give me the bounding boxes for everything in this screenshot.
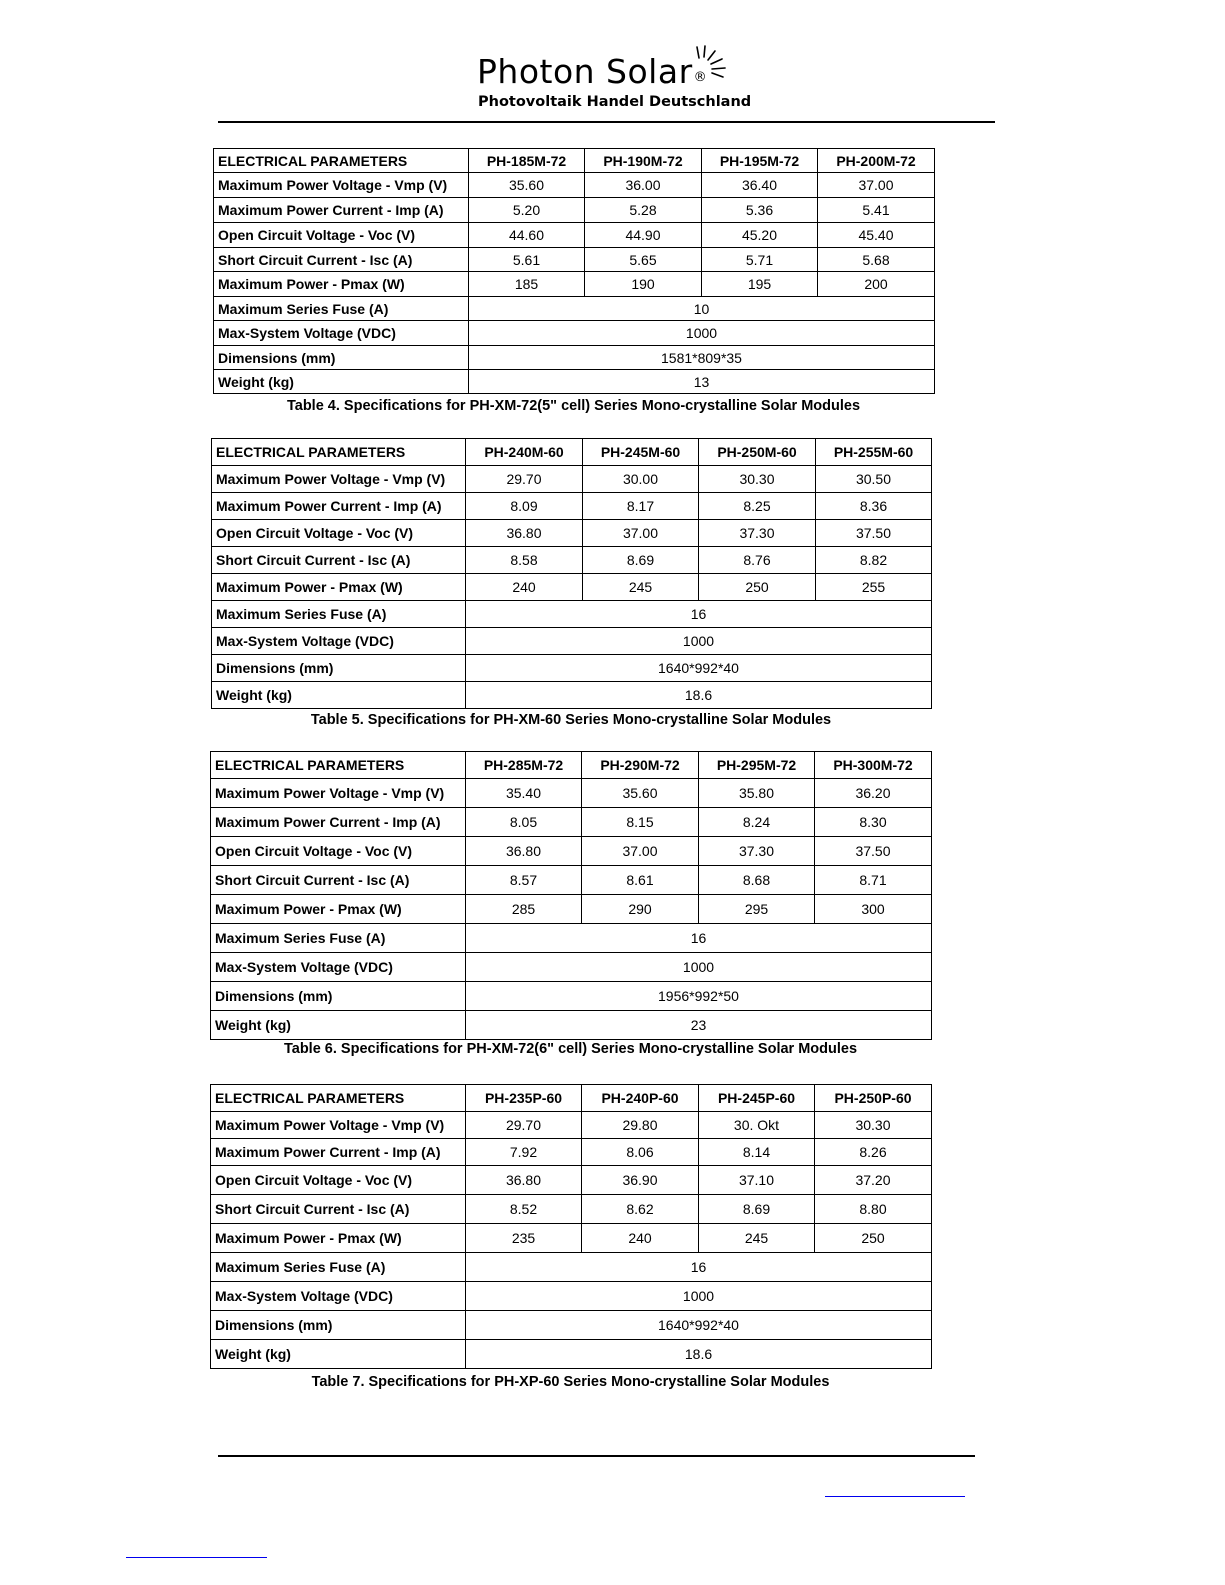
parameter-value: 35.40 — [466, 779, 582, 808]
parameter-value: 250 — [815, 1224, 932, 1253]
parameter-value: 36.90 — [582, 1166, 699, 1195]
model-header: PH-240M-60 — [466, 439, 583, 466]
parameter-label: Max-System Voltage (VDC) — [211, 953, 466, 982]
parameter-value: 8.82 — [816, 547, 932, 574]
parameter-label: Short Circuit Current - Isc (A) — [212, 547, 466, 574]
parameter-label: Max-System Voltage (VDC) — [211, 1282, 466, 1311]
parameter-value: 5.61 — [469, 248, 585, 272]
table-7-caption: Table 7. Specifications for PH-XP-60 Series Mono-crystalline Solar Modules — [311, 1374, 830, 1390]
parameter-value: 8.52 — [466, 1195, 582, 1224]
table-row — [211, 1166, 932, 1195]
parameter-label: Maximum Series Fuse (A) — [214, 297, 469, 321]
parameter-value: 235 — [466, 1224, 582, 1253]
spec-table-7 — [210, 1084, 932, 1369]
model-header: PH-200M-72 — [818, 149, 935, 173]
parameter-value: 8.06 — [582, 1139, 699, 1166]
table-row — [212, 547, 932, 574]
parameter-value: 8.36 — [816, 493, 932, 520]
parameter-label: Maximum Power - Pmax (W) — [214, 272, 469, 297]
parameter-value: 8.57 — [466, 866, 582, 895]
parameter-value: 300 — [815, 895, 932, 924]
shared-value: 1640*992*40 — [466, 655, 932, 682]
parameter-label: Dimensions (mm) — [212, 655, 466, 682]
table-row — [211, 1311, 932, 1340]
table-row — [211, 1139, 932, 1166]
model-header: PH-285M-72 — [466, 752, 582, 779]
table-row — [211, 1340, 932, 1369]
model-header: PH-235P-60 — [466, 1085, 582, 1112]
parameters-header: ELECTRICAL PARAMETERS — [214, 149, 469, 173]
parameter-value: 36.80 — [466, 520, 583, 547]
table-row — [211, 924, 932, 953]
parameter-value: 44.90 — [585, 223, 702, 248]
table-row — [211, 866, 932, 895]
parameter-value: 29.70 — [466, 466, 583, 493]
table-header-row — [211, 1085, 932, 1112]
parameter-value: 185 — [469, 272, 585, 297]
table-row — [211, 953, 932, 982]
table-row — [212, 466, 932, 493]
parameter-value: 29.70 — [466, 1112, 582, 1139]
table-row — [211, 895, 932, 924]
table-row — [211, 982, 932, 1011]
parameter-value: 5.65 — [585, 248, 702, 272]
parameter-value: 8.30 — [815, 808, 932, 837]
footer-divider — [218, 1455, 975, 1457]
parameter-value: 30.00 — [583, 466, 699, 493]
parameter-label: Dimensions (mm) — [211, 1311, 466, 1340]
parameter-value: 35.60 — [469, 173, 585, 198]
parameter-label: Weight (kg) — [211, 1340, 466, 1369]
table-row — [212, 682, 932, 709]
shared-value: 1000 — [466, 1282, 932, 1311]
parameter-value: 8.05 — [466, 808, 582, 837]
parameter-label: Maximum Power - Pmax (W) — [211, 895, 466, 924]
model-header: PH-245M-60 — [583, 439, 699, 466]
parameter-value: 245 — [583, 574, 699, 601]
parameter-label: Maximum Power Current - Imp (A) — [211, 808, 466, 837]
parameter-label: Maximum Power - Pmax (W) — [211, 1224, 466, 1253]
parameter-value: 290 — [582, 895, 699, 924]
spec-table-5 — [211, 438, 932, 709]
parameter-value: 5.20 — [469, 198, 585, 223]
shared-value: 23 — [466, 1011, 932, 1040]
parameter-label: Maximum Power Current - Imp (A) — [212, 493, 466, 520]
parameter-value: 35.80 — [699, 779, 815, 808]
parameter-value: 29.80 — [582, 1112, 699, 1139]
parameter-value: 245 — [699, 1224, 815, 1253]
brand-logo — [477, 44, 752, 116]
model-header: PH-240P-60 — [582, 1085, 699, 1112]
parameter-value: 45.20 — [702, 223, 818, 248]
brand-name — [477, 54, 707, 96]
model-header: PH-295M-72 — [699, 752, 815, 779]
parameter-value: 37.50 — [816, 520, 932, 547]
shared-value: 1956*992*50 — [466, 982, 932, 1011]
parameter-value: 30. Okt — [699, 1112, 815, 1139]
model-header: PH-255M-60 — [816, 439, 932, 466]
parameter-value: 240 — [466, 574, 583, 601]
parameter-label: Max-System Voltage (VDC) — [214, 321, 469, 346]
parameters-header: ELECTRICAL PARAMETERS — [212, 439, 466, 466]
table-row — [211, 837, 932, 866]
header-divider — [218, 121, 995, 123]
parameter-value: 8.62 — [582, 1195, 699, 1224]
parameter-value: 37.50 — [815, 837, 932, 866]
parameter-label: Maximum Power Voltage - Vmp (V) — [211, 1112, 466, 1139]
table-header-row — [212, 439, 932, 466]
parameter-value: 200 — [818, 272, 935, 297]
parameter-value: 37.00 — [582, 837, 699, 866]
table-row — [214, 198, 935, 223]
parameter-value: 44.60 — [469, 223, 585, 248]
parameter-value: 285 — [466, 895, 582, 924]
model-header: PH-245P-60 — [699, 1085, 815, 1112]
model-header: PH-250P-60 — [815, 1085, 932, 1112]
parameter-value: 8.80 — [815, 1195, 932, 1224]
parameter-label: Maximum Series Fuse (A) — [211, 924, 466, 953]
table-row — [211, 808, 932, 837]
parameter-value: 5.68 — [818, 248, 935, 272]
table-row — [212, 520, 932, 547]
parameter-value: 5.36 — [702, 198, 818, 223]
parameter-value: 37.00 — [818, 173, 935, 198]
shared-value: 16 — [466, 601, 932, 628]
registered-mark: ® — [693, 70, 708, 85]
parameter-value: 190 — [585, 272, 702, 297]
table-6-caption: Table 6. Specifications for PH-XM-72(6" cell) Series Mono-crystalline Solar Modules — [283, 1041, 858, 1057]
shared-value: 16 — [466, 924, 932, 953]
parameter-value: 295 — [699, 895, 815, 924]
model-header: PH-290M-72 — [582, 752, 699, 779]
shared-value: 1640*992*40 — [466, 1311, 932, 1340]
model-header: PH-185M-72 — [469, 149, 585, 173]
parameter-label: Dimensions (mm) — [214, 346, 469, 370]
parameter-value: 8.09 — [466, 493, 583, 520]
parameter-value: 36.80 — [466, 1166, 582, 1195]
parameter-label: Dimensions (mm) — [211, 982, 466, 1011]
footer-link[interactable] — [825, 1496, 965, 1497]
parameter-value: 36.20 — [815, 779, 932, 808]
parameter-value: 195 — [702, 272, 818, 297]
table-row — [214, 297, 935, 321]
parameter-value: 5.41 — [818, 198, 935, 223]
parameter-label: Short Circuit Current - Isc (A) — [214, 248, 469, 272]
parameter-value: 37.20 — [815, 1166, 932, 1195]
parameter-value: 37.30 — [699, 837, 815, 866]
parameter-value: 255 — [816, 574, 932, 601]
shared-value: 1000 — [466, 628, 932, 655]
table-row — [214, 321, 935, 346]
parameter-value: 240 — [582, 1224, 699, 1253]
parameter-label: Maximum Power Current - Imp (A) — [211, 1139, 466, 1166]
parameter-value: 37.10 — [699, 1166, 815, 1195]
table-row — [212, 655, 932, 682]
table-row — [211, 1224, 932, 1253]
parameter-value: 30.50 — [816, 466, 932, 493]
table-header-row — [211, 752, 932, 779]
model-header: PH-195M-72 — [702, 149, 818, 173]
shared-value: 13 — [469, 370, 935, 394]
shared-value: 16 — [466, 1253, 932, 1282]
parameter-label: Open Circuit Voltage - Voc (V) — [211, 1166, 466, 1195]
shared-value: 18.6 — [466, 1340, 932, 1369]
parameter-value: 30.30 — [699, 466, 816, 493]
parameter-label: Maximum Series Fuse (A) — [212, 601, 466, 628]
brand-subtitle: Photovoltaik Handel Deutschland — [478, 94, 752, 110]
parameter-value: 36.40 — [702, 173, 818, 198]
brand-name-text: Photon Solar — [477, 52, 693, 91]
parameter-value: 250 — [699, 574, 816, 601]
parameter-value: 7.92 — [466, 1139, 582, 1166]
parameter-value: 8.69 — [699, 1195, 815, 1224]
parameter-label: Max-System Voltage (VDC) — [212, 628, 466, 655]
parameter-label: Weight (kg) — [214, 370, 469, 394]
parameters-header: ELECTRICAL PARAMETERS — [211, 1085, 466, 1112]
parameter-value: 8.68 — [699, 866, 815, 895]
table-row — [214, 248, 935, 272]
parameter-value: 8.61 — [582, 866, 699, 895]
sun-rays-icon — [693, 44, 733, 80]
parameter-label: Weight (kg) — [211, 1011, 466, 1040]
parameter-value: 8.71 — [815, 866, 932, 895]
parameter-label: Open Circuit Voltage - Voc (V) — [211, 837, 466, 866]
parameter-value: 37.00 — [583, 520, 699, 547]
spec-table-6 — [210, 751, 932, 1040]
parameter-value: 8.17 — [583, 493, 699, 520]
parameter-value: 5.71 — [702, 248, 818, 272]
shared-value: 1581*809*35 — [469, 346, 935, 370]
parameter-label: Weight (kg) — [212, 682, 466, 709]
parameter-label: Maximum Power Voltage - Vmp (V) — [212, 466, 466, 493]
model-header: PH-300M-72 — [815, 752, 932, 779]
table-row — [212, 574, 932, 601]
parameter-label: Maximum Power Current - Imp (A) — [214, 198, 469, 223]
table-row — [212, 493, 932, 520]
parameter-value: 36.00 — [585, 173, 702, 198]
table-row — [214, 223, 935, 248]
parameter-value: 8.26 — [815, 1139, 932, 1166]
parameter-value: 45.40 — [818, 223, 935, 248]
parameter-value: 8.24 — [699, 808, 815, 837]
table-5-caption: Table 5. Specifications for PH-XM-60 Series Mono-crystalline Solar Modules — [310, 712, 832, 728]
table-row — [214, 272, 935, 297]
table-row — [211, 1195, 932, 1224]
parameter-value: 8.76 — [699, 547, 816, 574]
parameter-label: Short Circuit Current - Isc (A) — [211, 866, 466, 895]
table-row — [214, 346, 935, 370]
parameter-value: 5.28 — [585, 198, 702, 223]
parameters-header: ELECTRICAL PARAMETERS — [211, 752, 466, 779]
table-header-row — [214, 149, 935, 173]
shared-value: 1000 — [466, 953, 932, 982]
table-row — [211, 1282, 932, 1311]
table-row — [211, 1253, 932, 1282]
parameter-value: 8.15 — [582, 808, 699, 837]
table-4-caption: Table 4. Specifications for PH-XM-72(5" cell) Series Mono-crystalline Solar Modules — [286, 398, 861, 414]
parameter-value: 8.58 — [466, 547, 583, 574]
parameter-label: Maximum Series Fuse (A) — [211, 1253, 466, 1282]
parameter-value: 8.69 — [583, 547, 699, 574]
parameter-label: Open Circuit Voltage - Voc (V) — [214, 223, 469, 248]
table-row — [214, 173, 935, 198]
table-row — [212, 601, 932, 628]
spec-table-4 — [213, 148, 935, 394]
model-header: PH-250M-60 — [699, 439, 816, 466]
parameter-label: Maximum Power Voltage - Vmp (V) — [211, 779, 466, 808]
parameter-label: Short Circuit Current - Isc (A) — [211, 1195, 466, 1224]
parameter-label: Maximum Power Voltage - Vmp (V) — [214, 173, 469, 198]
model-header: PH-190M-72 — [585, 149, 702, 173]
parameter-label: Open Circuit Voltage - Voc (V) — [212, 520, 466, 547]
parameter-value: 36.80 — [466, 837, 582, 866]
parameter-value: 37.30 — [699, 520, 816, 547]
table-row — [211, 779, 932, 808]
parameter-label: Maximum Power - Pmax (W) — [212, 574, 466, 601]
table-row — [214, 370, 935, 394]
bottom-link[interactable] — [126, 1557, 267, 1558]
parameter-value: 8.25 — [699, 493, 816, 520]
table-row — [212, 628, 932, 655]
shared-value: 18.6 — [466, 682, 932, 709]
parameter-value: 30.30 — [815, 1112, 932, 1139]
parameter-value: 35.60 — [582, 779, 699, 808]
shared-value: 10 — [469, 297, 935, 321]
shared-value: 1000 — [469, 321, 935, 346]
table-row — [211, 1112, 932, 1139]
table-row — [211, 1011, 932, 1040]
parameter-value: 8.14 — [699, 1139, 815, 1166]
